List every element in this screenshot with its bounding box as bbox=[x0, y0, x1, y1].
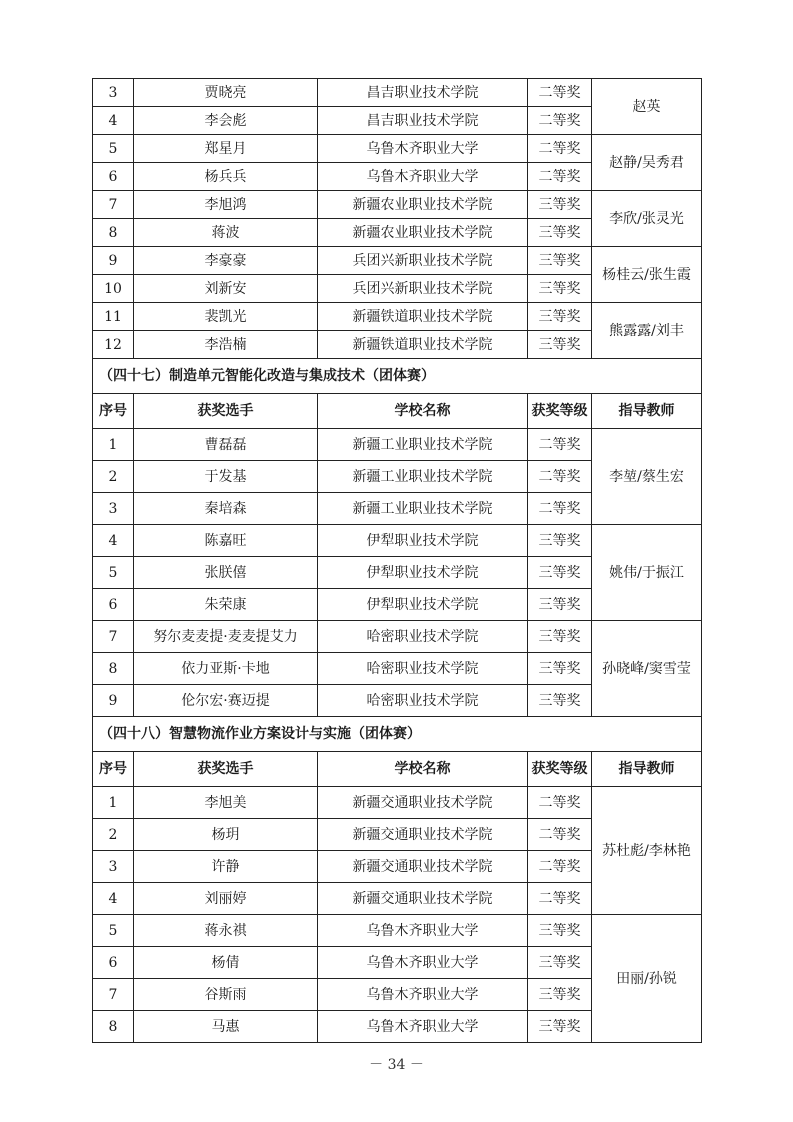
school-name: 新疆农业职业技术学院 bbox=[318, 219, 528, 247]
school-name: 新疆铁道职业技术学院 bbox=[318, 331, 528, 359]
row-number: 4 bbox=[93, 525, 134, 557]
instructor: 李堃/蔡生宏 bbox=[592, 429, 702, 525]
award-level: 二等奖 bbox=[528, 787, 592, 819]
school-name: 新疆工业职业技术学院 bbox=[318, 493, 528, 525]
row-number: 7 bbox=[93, 621, 134, 653]
award-level: 三等奖 bbox=[528, 947, 592, 979]
school-name: 新疆交通职业技术学院 bbox=[318, 851, 528, 883]
school-name: 昌吉职业技术学院 bbox=[318, 79, 528, 107]
winner-name: 李旭美 bbox=[134, 787, 318, 819]
school-name: 伊犁职业技术学院 bbox=[318, 557, 528, 589]
award-level: 二等奖 bbox=[528, 461, 592, 493]
row-number: 8 bbox=[93, 219, 134, 247]
winner-name: 李会彪 bbox=[134, 107, 318, 135]
award-table bbox=[92, 78, 702, 1043]
winner-name: 李旭鸿 bbox=[134, 191, 318, 219]
school-name: 新疆交通职业技术学院 bbox=[318, 787, 528, 819]
award-level: 二等奖 bbox=[528, 493, 592, 525]
school-name: 兵团兴新职业技术学院 bbox=[318, 275, 528, 303]
award-level: 三等奖 bbox=[528, 653, 592, 685]
award-level: 二等奖 bbox=[528, 429, 592, 461]
row-number: 5 bbox=[93, 135, 134, 163]
row-number: 7 bbox=[93, 979, 134, 1011]
school-name: 新疆工业职业技术学院 bbox=[318, 429, 528, 461]
school-name: 哈密职业技术学院 bbox=[318, 653, 528, 685]
winner-name: 依力亚斯·卡地 bbox=[134, 653, 318, 685]
winner-name: 杨兵兵 bbox=[134, 163, 318, 191]
school-name: 乌鲁木齐职业大学 bbox=[318, 947, 528, 979]
school-name: 乌鲁木齐职业大学 bbox=[318, 979, 528, 1011]
row-number: 9 bbox=[93, 247, 134, 275]
row-number: 3 bbox=[93, 493, 134, 525]
row-number: 2 bbox=[93, 461, 134, 493]
award-level: 三等奖 bbox=[528, 557, 592, 589]
school-name: 新疆铁道职业技术学院 bbox=[318, 303, 528, 331]
award-level: 三等奖 bbox=[528, 525, 592, 557]
row-number: 1 bbox=[93, 429, 134, 461]
section-title: （四十七）制造单元智能化改造与集成技术（团体赛） bbox=[93, 359, 702, 394]
award-level: 三等奖 bbox=[528, 1011, 592, 1043]
award-level: 二等奖 bbox=[528, 107, 592, 135]
school-name: 新疆交通职业技术学院 bbox=[318, 883, 528, 915]
winner-name: 伦尔宏·赛迈提 bbox=[134, 685, 318, 717]
winner-name: 许静 bbox=[134, 851, 318, 883]
row-number: 6 bbox=[93, 589, 134, 621]
school-name: 乌鲁木齐职业大学 bbox=[318, 135, 528, 163]
winner-name: 裴凯光 bbox=[134, 303, 318, 331]
award-level: 三等奖 bbox=[528, 589, 592, 621]
school-name: 伊犁职业技术学院 bbox=[318, 525, 528, 557]
instructor: 熊露露/刘丰 bbox=[592, 303, 702, 359]
header-level: 获奖等级 bbox=[528, 752, 592, 787]
row-number: 2 bbox=[93, 819, 134, 851]
instructor: 赵英 bbox=[592, 79, 702, 135]
winner-name: 蒋波 bbox=[134, 219, 318, 247]
row-number: 11 bbox=[93, 303, 134, 331]
row-number: 5 bbox=[93, 915, 134, 947]
header-school: 学校名称 bbox=[318, 752, 528, 787]
table-header-row bbox=[93, 394, 702, 429]
winner-name: 张朕僖 bbox=[134, 557, 318, 589]
award-level: 二等奖 bbox=[528, 883, 592, 915]
table-row bbox=[93, 429, 702, 461]
award-level: 三等奖 bbox=[528, 219, 592, 247]
header-teacher: 指导教师 bbox=[592, 752, 702, 787]
winner-name: 陈嘉旺 bbox=[134, 525, 318, 557]
winner-name: 曹磊磊 bbox=[134, 429, 318, 461]
row-number: 12 bbox=[93, 331, 134, 359]
row-number: 8 bbox=[93, 1011, 134, 1043]
winner-name: 李浩楠 bbox=[134, 331, 318, 359]
header-name: 获奖选手 bbox=[134, 394, 318, 429]
section-title-row bbox=[93, 717, 702, 752]
award-level: 二等奖 bbox=[528, 819, 592, 851]
school-name: 哈密职业技术学院 bbox=[318, 685, 528, 717]
school-name: 乌鲁木齐职业大学 bbox=[318, 163, 528, 191]
instructor: 赵静/吴秀君 bbox=[592, 135, 702, 191]
table-row bbox=[93, 787, 702, 819]
row-number: 9 bbox=[93, 685, 134, 717]
winner-name: 杨玥 bbox=[134, 819, 318, 851]
winner-name: 马惠 bbox=[134, 1011, 318, 1043]
instructor: 田丽/孙锐 bbox=[592, 915, 702, 1043]
row-number: 10 bbox=[93, 275, 134, 303]
award-level: 三等奖 bbox=[528, 191, 592, 219]
row-number: 3 bbox=[93, 851, 134, 883]
instructor: 杨桂云/张生霞 bbox=[592, 247, 702, 303]
header-number: 序号 bbox=[93, 752, 134, 787]
table-row bbox=[93, 79, 702, 107]
page-number: － 34 － bbox=[369, 1057, 424, 1073]
row-number: 6 bbox=[93, 947, 134, 979]
row-number: 4 bbox=[93, 107, 134, 135]
award-level: 三等奖 bbox=[528, 303, 592, 331]
award-level: 三等奖 bbox=[528, 915, 592, 947]
section-title: （四十八）智慧物流作业方案设计与实施（团体赛） bbox=[93, 717, 702, 752]
school-name: 新疆农业职业技术学院 bbox=[318, 191, 528, 219]
award-level: 三等奖 bbox=[528, 685, 592, 717]
header-teacher: 指导教师 bbox=[592, 394, 702, 429]
award-level: 二等奖 bbox=[528, 79, 592, 107]
table-row bbox=[93, 915, 702, 947]
school-name: 乌鲁木齐职业大学 bbox=[318, 915, 528, 947]
header-name: 获奖选手 bbox=[134, 752, 318, 787]
school-name: 乌鲁木齐职业大学 bbox=[318, 1011, 528, 1043]
row-number: 6 bbox=[93, 163, 134, 191]
header-level: 获奖等级 bbox=[528, 394, 592, 429]
school-name: 新疆工业职业技术学院 bbox=[318, 461, 528, 493]
row-number: 1 bbox=[93, 787, 134, 819]
row-number: 7 bbox=[93, 191, 134, 219]
school-name: 昌吉职业技术学院 bbox=[318, 107, 528, 135]
winner-name: 于发基 bbox=[134, 461, 318, 493]
school-name: 伊犁职业技术学院 bbox=[318, 589, 528, 621]
header-number: 序号 bbox=[93, 394, 134, 429]
award-level: 二等奖 bbox=[528, 163, 592, 191]
school-name: 哈密职业技术学院 bbox=[318, 621, 528, 653]
winner-name: 努尔麦麦提·麦麦提艾力 bbox=[134, 621, 318, 653]
winner-name: 郑星月 bbox=[134, 135, 318, 163]
winner-name: 刘丽婷 bbox=[134, 883, 318, 915]
winner-name: 李豪豪 bbox=[134, 247, 318, 275]
table-header-row bbox=[93, 752, 702, 787]
header-school: 学校名称 bbox=[318, 394, 528, 429]
table-row bbox=[93, 621, 702, 653]
table-row bbox=[93, 191, 702, 219]
row-number: 5 bbox=[93, 557, 134, 589]
award-level: 三等奖 bbox=[528, 275, 592, 303]
table-row bbox=[93, 525, 702, 557]
winner-name: 秦培森 bbox=[134, 493, 318, 525]
winner-name: 杨倩 bbox=[134, 947, 318, 979]
row-number: 4 bbox=[93, 883, 134, 915]
instructor: 苏杜彪/李林艳 bbox=[592, 787, 702, 915]
row-number: 8 bbox=[93, 653, 134, 685]
section-title-row bbox=[93, 359, 702, 394]
instructor: 李欣/张灵光 bbox=[592, 191, 702, 247]
winner-name: 朱荣康 bbox=[134, 589, 318, 621]
award-level: 三等奖 bbox=[528, 979, 592, 1011]
table-row bbox=[93, 135, 702, 163]
instructor: 姚伟/于振江 bbox=[592, 525, 702, 621]
award-level: 三等奖 bbox=[528, 331, 592, 359]
award-level: 三等奖 bbox=[528, 621, 592, 653]
school-name: 兵团兴新职业技术学院 bbox=[318, 247, 528, 275]
winner-name: 贾晓亮 bbox=[134, 79, 318, 107]
winner-name: 刘新安 bbox=[134, 275, 318, 303]
table-row bbox=[93, 303, 702, 331]
winner-name: 蒋永祺 bbox=[134, 915, 318, 947]
winner-name: 谷斯雨 bbox=[134, 979, 318, 1011]
row-number: 3 bbox=[93, 79, 134, 107]
table-row bbox=[93, 247, 702, 275]
award-level: 二等奖 bbox=[528, 135, 592, 163]
award-level: 三等奖 bbox=[528, 247, 592, 275]
instructor: 孙晓峰/窦雪莹 bbox=[592, 621, 702, 717]
award-level: 二等奖 bbox=[528, 851, 592, 883]
school-name: 新疆交通职业技术学院 bbox=[318, 819, 528, 851]
